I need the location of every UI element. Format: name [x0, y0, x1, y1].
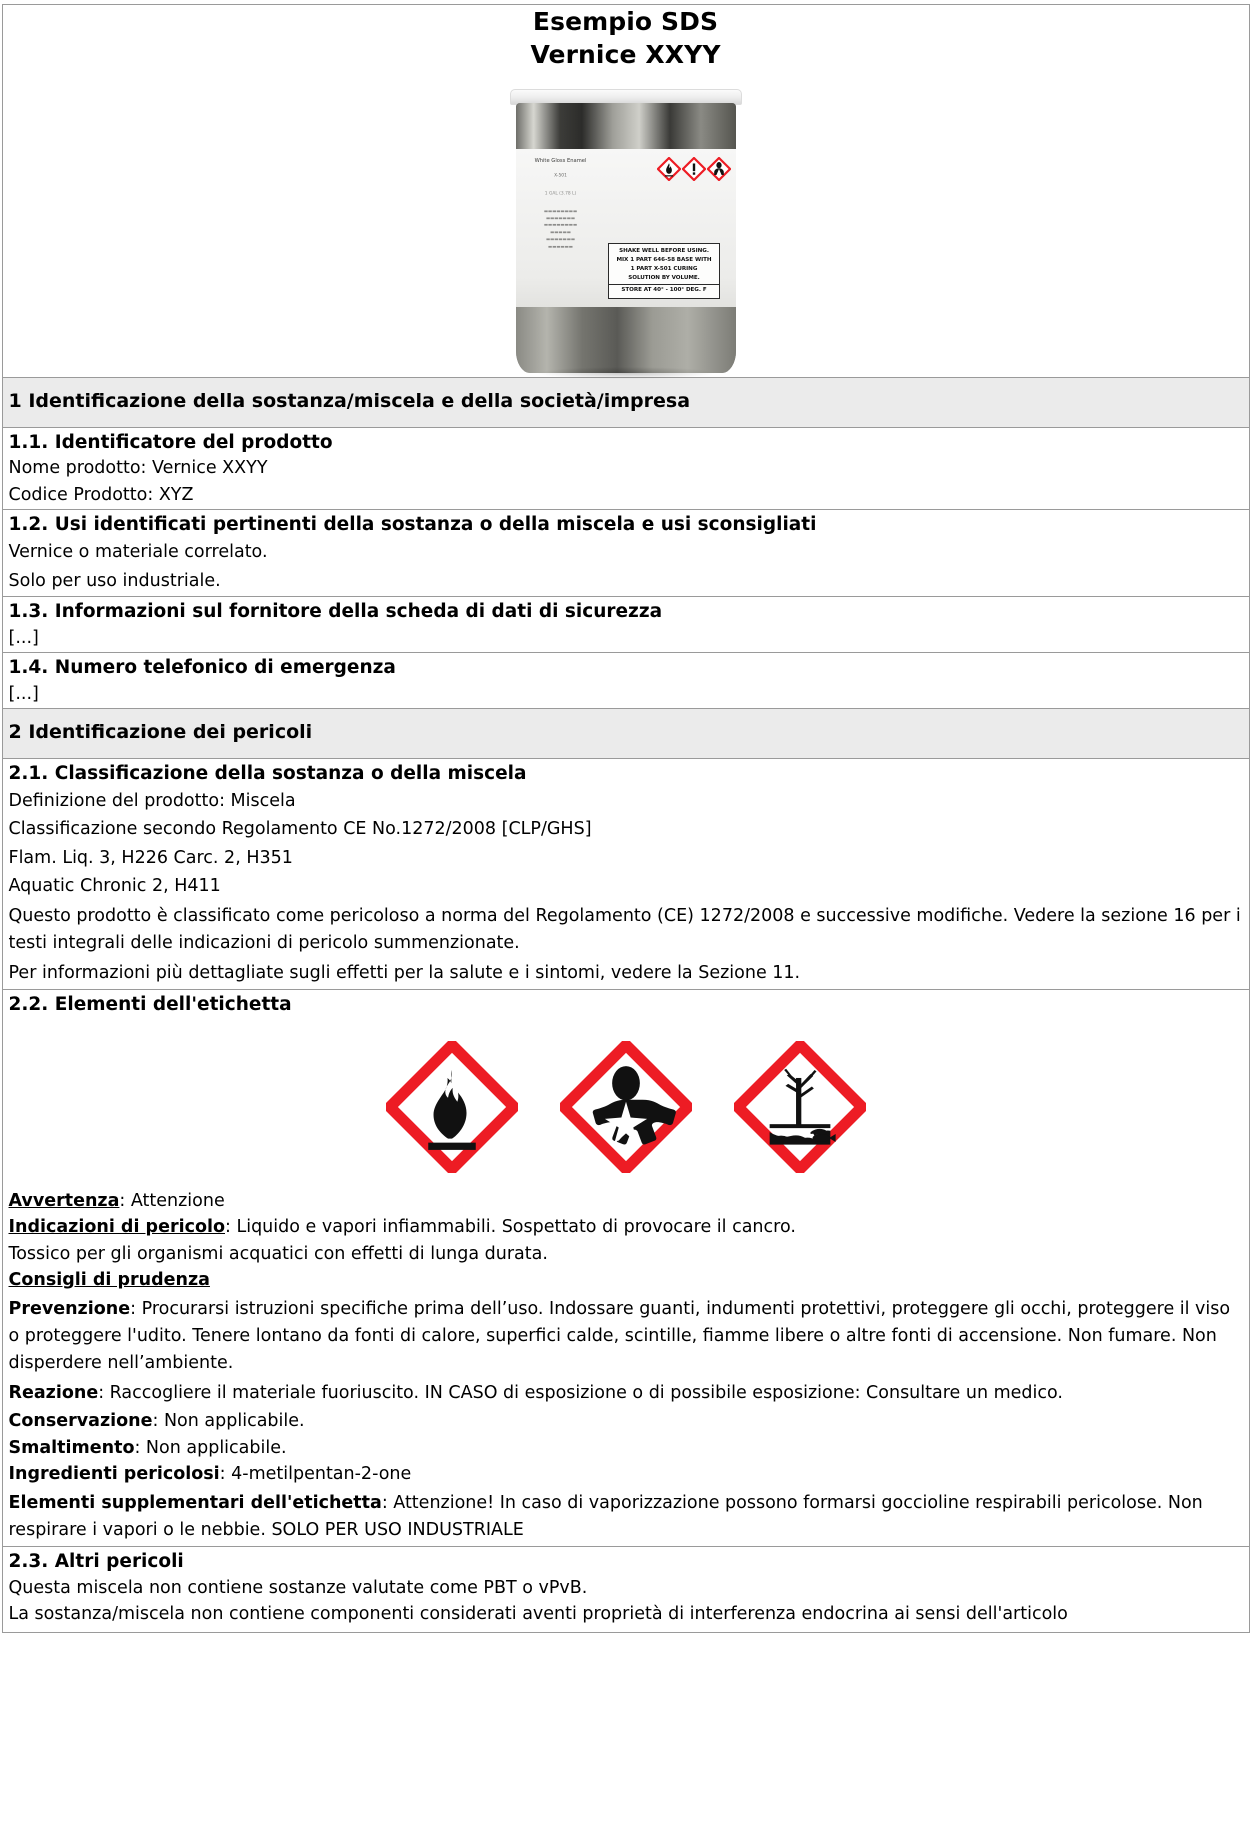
precaution-storage-text: : Non applicabile.	[152, 1411, 305, 1432]
section-1-2-heading: 1.2. Usi identificati pertinenti della sostanza o della miscela e usi sconsigliati	[8, 514, 817, 536]
hazardous-ingredients	[9, 1462, 1243, 1488]
can-label-fine-print: ▬▬▬▬▬▬▬▬ ▬▬▬▬▬▬▬ ▬▬▬▬▬▬▬▬ ▬▬▬▬▬ ▬▬▬▬▬▬▬ ▬▬▬▬▬▬	[543, 208, 578, 251]
section-2-1-paragraph-1: Questo prodotto è classificato come pericoloso a norma del Regolamento (CE) 1272/2008 e successive modifiche. Vedere la sezione 16 per i testi integrali delle indicazioni di pericolo summenzionate.	[8, 905, 1241, 954]
precaution-prevention-text: : Procurarsi istruzioni specifiche prima dell’uso. Indossare guanti, indumenti protettivi, proteggere gli occhi, proteggere il viso o proteggere l'udito. Tenere lontano da fonti di calore, superfici calde, scintille, fiamme libere o altre fonti di accensione. Non fumare. Non disperdere nell’ambiente.	[8, 1298, 1231, 1374]
section-2-1-row	[2, 759, 1249, 990]
flame-pictogram	[386, 1041, 518, 1173]
warning-term: Avvertenza	[8, 1191, 120, 1212]
precaution-heading-label: Consigli di prudenza	[8, 1270, 210, 1291]
can-body	[516, 103, 736, 373]
section-1-1-cell	[2, 427, 1249, 510]
section-2-3-line-1: Questa miscela non contiene sostanze valutate come PBT o vPvB.	[8, 1577, 588, 1598]
section-1-banner: 1 Identificazione della sostanza/miscela e della società/impresa	[3, 378, 1249, 427]
section-1-4-row	[2, 653, 1249, 709]
header-cell	[2, 5, 1249, 378]
section-2-1-line-4: Aquatic Chronic 2, H411	[8, 876, 221, 897]
section-1-1-heading: 1.1. Identificatore del prodotto	[8, 431, 333, 453]
section-2-1-line-3: Flam. Liq. 3, H226 Carc. 2, H351	[8, 847, 293, 868]
hazardous-ingredients-text: : 4-metilpentan-2-one	[219, 1464, 412, 1485]
precaution-response-term: Reazione	[8, 1383, 99, 1404]
supplemental-label-text: : Attenzione! In caso di vaporizzazione possono formarsi goccioline respirabili pericolose. Non respirare i vapori o le nebbie. SOLO PER USO INDUSTRIALE	[8, 1492, 1203, 1540]
section-2-3-heading: 2.3. Altri pericoli	[8, 1550, 184, 1572]
environment-pictogram	[734, 1041, 866, 1173]
section-2-1-cell	[2, 759, 1249, 990]
section-2-1-paragraph-2: Per informazioni più dettagliate sugli effetti per la salute e i sintomi, vedere la Sezione 11.	[8, 963, 801, 984]
section-2-1-line-1: Definizione del prodotto: Miscela	[8, 790, 296, 811]
section-1-2-line-2: Solo per uso industriale.	[8, 570, 221, 591]
can-label	[516, 149, 736, 309]
supplemental-label-term: Elementi supplementari dell'etichetta	[8, 1492, 382, 1513]
can-instruction-line-3: 1 PART X-501 CURING	[630, 265, 698, 272]
can-label-product-name: White Gloss Enamel	[534, 157, 587, 165]
warning-entry	[9, 1189, 1243, 1215]
can-label-left-text	[524, 157, 598, 252]
precaution-prevention-term: Prevenzione	[8, 1298, 131, 1319]
can-label-small-1: X-501	[554, 173, 567, 179]
precaution-response-text: : Raccogliere il materiale fuoriuscito. IN CASO di esposizione o di possibile esposizione: Consultare un medico.	[98, 1383, 1063, 1404]
section-1-2-row	[2, 510, 1249, 597]
can-instruction-line-4: SOLUTION BY VOLUME.	[628, 274, 700, 281]
section-1-2-line-1: Vernice o materiale correlato.	[8, 542, 268, 563]
section-2-3-row	[2, 1546, 1249, 1633]
section-2-banner-row	[2, 709, 1249, 759]
can-bottom	[516, 307, 736, 373]
can-label-small-2: 1 GAL (3.78 L)	[544, 191, 577, 197]
precaution-prevention	[9, 1295, 1243, 1379]
section-1-4-heading: 1.4. Numero telefonico di emergenza	[8, 657, 396, 679]
exclamation-mark-pictogram	[682, 157, 706, 181]
precaution-disposal-text: : Non applicabile.	[134, 1437, 287, 1458]
can-rim	[516, 103, 736, 149]
ghs-pictogram-row	[9, 1019, 1243, 1189]
section-2-3-bottom-pad	[9, 1628, 1243, 1632]
section-1-1-line-1: Nome prodotto: Vernice XXYY	[8, 458, 268, 479]
can-instruction-box	[608, 243, 720, 299]
section-1-3-row	[2, 597, 1249, 653]
precaution-heading	[9, 1268, 1243, 1294]
section-1-3-cell	[2, 597, 1249, 653]
page-title	[3, 5, 1249, 71]
hazard-statements-entry	[9, 1215, 1243, 1241]
precaution-storage-term: Conservazione	[8, 1411, 153, 1432]
section-1-1-row	[2, 427, 1249, 510]
section-2-2-cell	[2, 990, 1249, 1546]
section-2-1-line-2: Classificazione secondo Regolamento CE No.1272/2008 [CLP/GHS]	[8, 819, 592, 840]
sds-document-page	[0, 4, 1251, 1832]
can-pictogram-group	[657, 157, 731, 181]
warning-text: : Attenzione	[119, 1191, 225, 1212]
health-hazard-pictogram	[560, 1041, 692, 1173]
section-1-3-heading: 1.3. Informazioni sul fornitore della scheda di dati di sicurezza	[8, 601, 663, 623]
section-1-4-cell	[2, 653, 1249, 709]
section-1-4-line-1: [...]	[8, 683, 39, 704]
hazard-statements-text: : Liquido e vapori infiammabili. Sospettato di provocare il cancro.	[225, 1217, 796, 1238]
sds-table	[2, 4, 1250, 1633]
precaution-response	[9, 1379, 1243, 1409]
section-2-1-heading: 2.1. Classificazione della sostanza o della miscela	[8, 763, 527, 785]
precaution-disposal-term: Smaltimento	[8, 1437, 135, 1458]
can-instruction-line-1: SHAKE WELL BEFORE USING.	[619, 247, 709, 254]
section-2-2-heading: 2.2. Elementi dell'etichetta	[8, 994, 292, 1016]
section-2-3-cell	[2, 1546, 1249, 1633]
can-instruction-line-2: MIX 1 PART 646-58 BASE WITH	[616, 256, 712, 263]
section-2-banner: 2 Identificazione dei pericoli	[3, 709, 1249, 758]
section-1-2-cell	[2, 510, 1249, 597]
flame-pictogram	[657, 157, 681, 181]
hazard-statements-term: Indicazioni di pericolo	[8, 1217, 225, 1238]
section-2-3-line-2: La sostanza/miscela non contiene componenti considerati aventi proprietà di interferenza endocrina ai sensi dell'articolo	[8, 1603, 1068, 1624]
hazardous-ingredients-term: Ingredienti pericolosi	[8, 1464, 220, 1485]
section-2-2-row	[2, 990, 1249, 1546]
precaution-disposal	[9, 1436, 1243, 1462]
supplemental-label-elements	[9, 1489, 1243, 1546]
can-instruction-line-5: STORE AT 40° - 100° DEG. F	[609, 284, 719, 295]
section-1-banner-row	[2, 378, 1249, 428]
section-1-1-line-2: Codice Prodotto: XYZ	[8, 484, 194, 505]
precaution-storage	[9, 1409, 1243, 1435]
section-2-banner-cell	[2, 709, 1249, 759]
section-1-3-line-1: [...]	[8, 627, 39, 648]
title-line-1: Esempio SDS	[532, 7, 719, 36]
title-line-2: Vernice XXYY	[530, 40, 721, 69]
header-row	[2, 5, 1249, 378]
can-shadow	[538, 367, 714, 379]
hazard-extra-line: Tossico per gli organismi acquatici con effetti di lunga durata.	[8, 1243, 548, 1264]
product-image	[502, 89, 750, 377]
section-1-banner-cell	[2, 378, 1249, 428]
health-hazard-pictogram	[707, 157, 731, 181]
